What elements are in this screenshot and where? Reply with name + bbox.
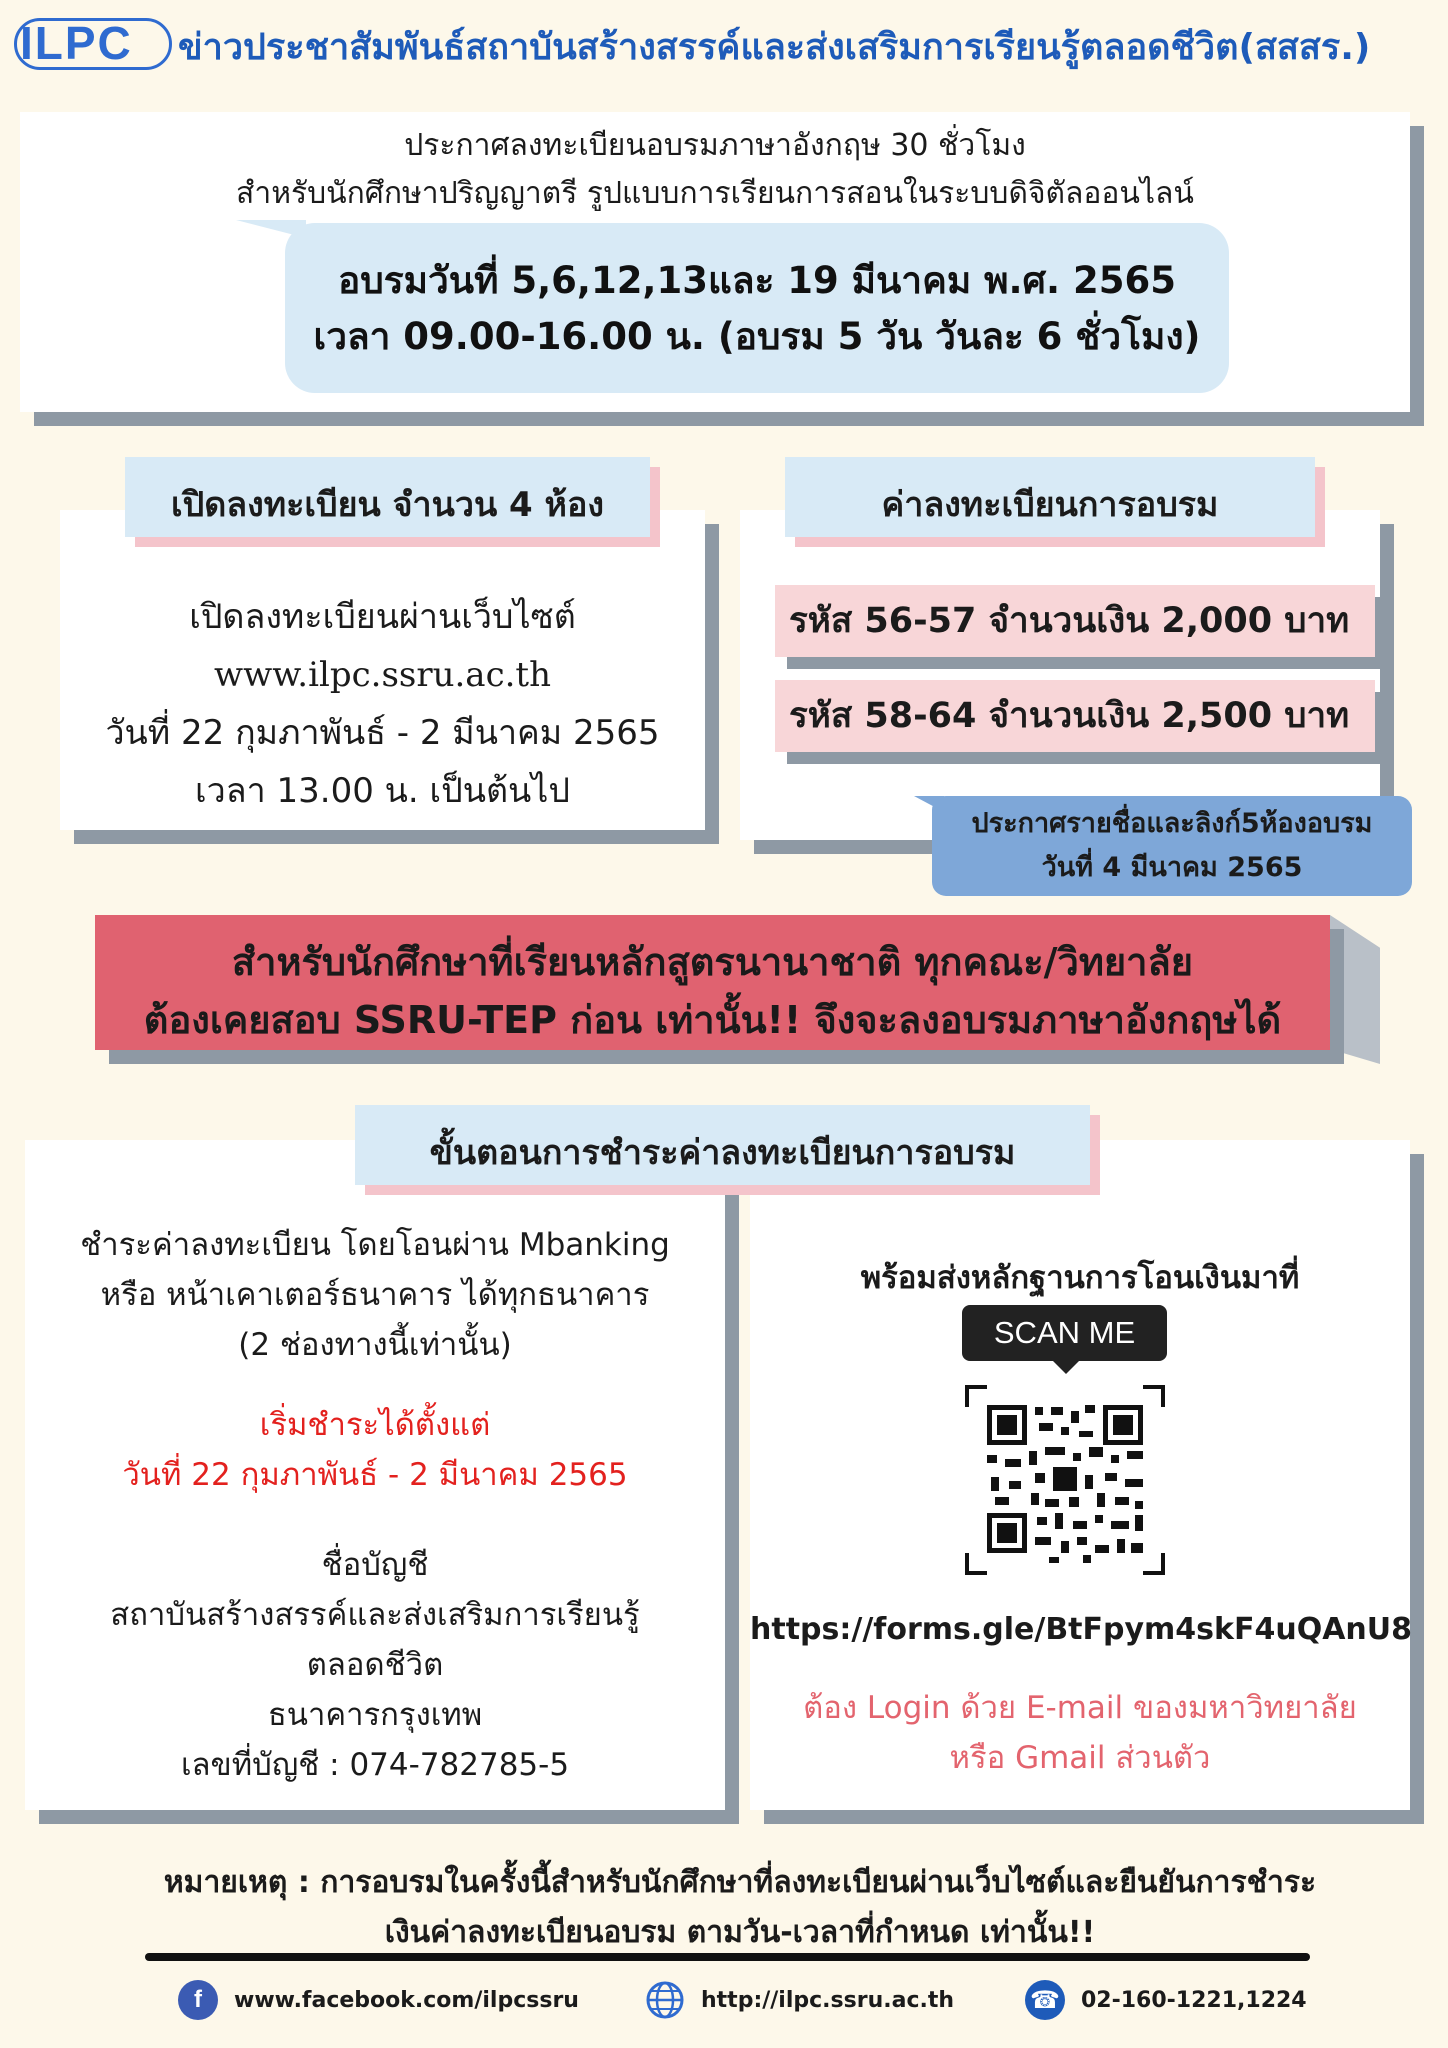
registration-time: เวลา 13.00 น. เป็นต้นไป: [195, 771, 570, 811]
fee-row-58-64: รหัส 58-64 จำนวนเงิน 2,500 บาท: [775, 680, 1375, 752]
account-name-2: ตลอดชีวิต: [306, 1647, 444, 1683]
globe-icon: [645, 1980, 685, 2020]
payment-start: [25, 1400, 725, 1500]
account-info: [25, 1540, 725, 1790]
header-title: ข่าวประชาสัมพันธ์สถาบันสร้างสรรค์และส่งเสริมการเรียนรู้ตลอดชีวิต(สสสร.): [178, 27, 1371, 68]
scan-me-tail: [1052, 1360, 1080, 1374]
fees-card: [740, 510, 1380, 840]
registration-line-1: เปิดลงทะเบียนผ่านเว็บไซต์: [189, 597, 576, 637]
fees-label-box: [785, 457, 1315, 537]
bank-name: ธนาคารกรุงเทพ: [267, 1697, 483, 1733]
payment-form-link[interactable]: https://forms.gle/BtFpym4skF4uQAnU8: [750, 1612, 1413, 1647]
send-proof-text: พร้อมส่งหลักฐานการโอนเงินมาที่: [860, 1260, 1300, 1296]
announce-line-2: วันที่ 4 มีนาคม 2565: [1041, 852, 1303, 883]
footer-website[interactable]: [645, 1980, 954, 2020]
footer-facebook[interactable]: [178, 1980, 579, 2020]
login-note-1: ต้อง Login ด้วย E-mail ของมหาวิทยาลัย: [803, 1690, 1357, 1726]
payment-label: ขั้นตอนการชำระค่าลงทะเบียนการอบรม: [429, 1133, 1016, 1173]
account-title: ชื่อบัญชี: [321, 1547, 429, 1583]
payment-method: [25, 1220, 725, 1370]
fee-row-56-57: รหัส 56-57 จำนวนเงิน 2,000 บาท: [775, 585, 1375, 657]
phone-icon: ☎: [1025, 1980, 1065, 2020]
intro-line-2: สำหรับนักศึกษาปริญญาตรี รูปแบบการเรียนการสอนในระบบดิจิตัลออนไลน์: [236, 176, 1194, 211]
phone-number[interactable]: 02-160-1221,1224: [1081, 1987, 1307, 2013]
payment-start-1: เริ่มชำระได้ตั้งแต่: [259, 1407, 491, 1443]
remark-line-2: เงินค่าลงทะเบียนอบรม ตามวัน-เวลาที่กำหนด เท่านั้น!!: [384, 1915, 1096, 1950]
registration-url[interactable]: www.ilpc.ssru.ac.th: [214, 655, 551, 695]
warning-line-2: ต้องเคยสอบ SSRU-TEP ก่อน เท่านั้น!! จึงจะลงอบรมภาษาอังกฤษได้: [143, 998, 1282, 1042]
account-number: เลขที่บัญชี : 074-782785-5: [180, 1747, 570, 1783]
facebook-icon: f: [178, 1980, 218, 2020]
registration-label: เปิดลงทะเบียน จำนวน 4 ห้อง: [171, 485, 604, 525]
payment-line-3: (2 ช่องทางนี้เท่านั้น): [238, 1327, 512, 1363]
announce-bubble: [932, 796, 1412, 896]
warning-side-shadow: [1330, 915, 1380, 1064]
remark: [75, 1858, 1405, 1958]
logo-ring: [14, 18, 172, 70]
website-link[interactable]: http://ilpc.ssru.ac.th: [701, 1987, 955, 2013]
payment-label-box: [355, 1105, 1090, 1185]
footer-phone[interactable]: [1025, 1980, 1307, 2020]
registration-dates: วันที่ 22 กุมภาพันธ์ - 2 มีนาคม 2565: [105, 713, 660, 753]
payment-start-2: วันที่ 22 กุมภาพันธ์ - 2 มีนาคม 2565: [122, 1457, 628, 1493]
announce-line-1: ประกาศรายชื่อและลิงก์5ห้องอบรม: [971, 808, 1373, 839]
training-dates: [285, 253, 1229, 365]
intro-line-1: ประกาศลงทะเบียนอบรมภาษาอังกฤษ 30 ชั่วโมง: [404, 128, 1026, 163]
payment-line-1: ชำระค่าลงทะเบียน โดยโอนผ่าน Mbanking: [80, 1227, 670, 1263]
warning-banner: [95, 915, 1330, 1050]
logo-text: ILPC: [20, 17, 133, 69]
remark-line-1: หมายเหตุ : การอบรมในครั้งนี้สำหรับนักศึกษาที่ลงทะเบียนผ่านเว็บไซต์และยืนยันการชำระ: [163, 1865, 1317, 1900]
warning-text: [95, 933, 1330, 1049]
account-name-1: สถาบันสร้างสรรค์และส่งเสริมการเรียนรู้: [110, 1597, 640, 1633]
training-date-line: อบรมวันที่ 5,6,12,13และ 19 มีนาคม พ.ศ. 2565: [338, 259, 1176, 302]
scan-me-label: SCAN ME: [962, 1305, 1167, 1361]
qr-code[interactable]: [965, 1385, 1165, 1575]
login-note-2: หรือ Gmail ส่วนตัว: [949, 1740, 1211, 1776]
training-time-line: เวลา 09.00-16.00 น. (อบรม 5 วัน วันละ 6 ชั่วโมง): [313, 315, 1201, 358]
ilpc-logo: [20, 16, 133, 70]
date-bubble: [285, 223, 1229, 393]
login-note: [750, 1683, 1410, 1783]
fees-label: ค่าลงทะเบียนการอบรม: [881, 485, 1219, 525]
registration-label-box: [125, 457, 650, 537]
warning-line-1: สำหรับนักศึกษาที่เรียนหลักสูตรนานาชาติ ทุกคณะ/วิทยาลัย: [231, 940, 1194, 984]
payment-line-2: หรือ หน้าเคาเตอร์ธนาคาร ได้ทุกธนาคาร: [100, 1277, 650, 1313]
registration-body: [60, 588, 705, 820]
facebook-link[interactable]: www.facebook.com/ilpcssru: [234, 1987, 579, 2013]
footer-divider: [145, 1953, 1310, 1961]
